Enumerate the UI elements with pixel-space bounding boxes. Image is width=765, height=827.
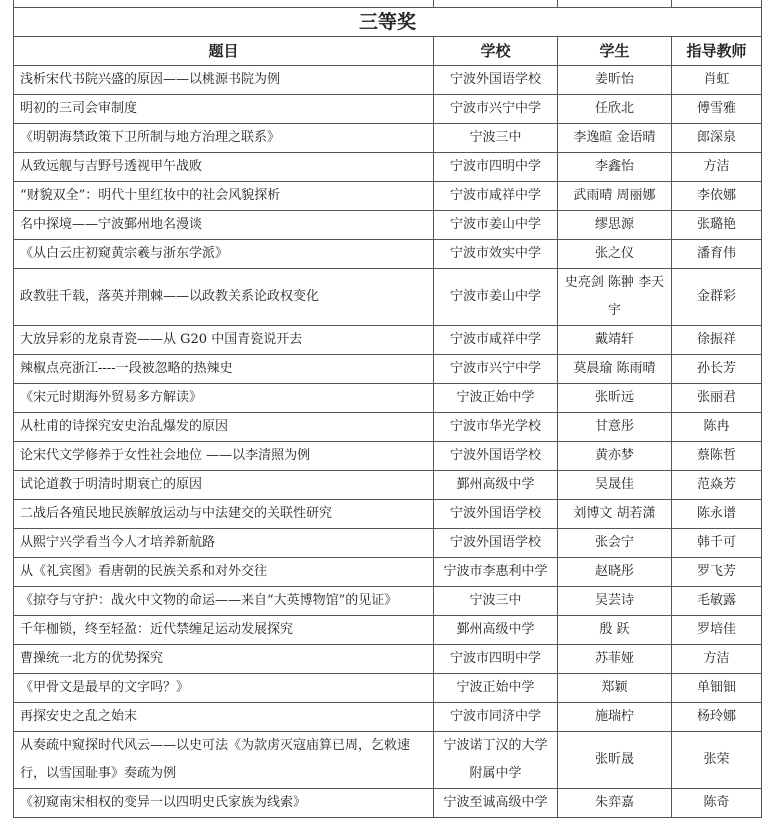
cell-title: 从致远舰与吉野号透视甲午战败 — [14, 153, 434, 182]
cell-title: 名中探境——宁波鄞州地名漫谈 — [14, 211, 434, 240]
cell-title: “财貌双全”：明代十里红妆中的社会风貌探析 — [14, 182, 434, 211]
cell-student: 施瑞柠 — [558, 703, 672, 732]
cell-student: 张会宁 — [558, 529, 672, 558]
cell-school: 宁波至诚高级中学 — [434, 789, 558, 818]
cell-teacher: 金群彩 — [672, 269, 762, 326]
cell-school: 宁波市效实中学 — [434, 240, 558, 269]
cell-student: 李逸暄 金语晴 — [558, 124, 672, 153]
cell-teacher: 毛敏露 — [672, 587, 762, 616]
table-row — [14, 211, 762, 240]
cell-title: 从奏疏中窥探时代风云——以史可法《为款虏灭寇庙算已周，乞敕速行，以雪国耻事》奏疏为例 — [14, 732, 434, 789]
cell-teacher: 李依娜 — [672, 182, 762, 211]
cell-teacher: 杨玲娜 — [672, 703, 762, 732]
cell-teacher: 陈永谱 — [672, 500, 762, 529]
table-row — [14, 529, 762, 558]
cell-title: 明初的三司会审制度 — [14, 95, 434, 124]
cell-title: 曹操统一北方的优势探究 — [14, 645, 434, 674]
cell-teacher: 范焱芳 — [672, 471, 762, 500]
table-row — [14, 153, 762, 182]
cell-student: 姜昕怡 — [558, 66, 672, 95]
cell-title: 《甲骨文是最早的文字吗？》 — [14, 674, 434, 703]
cell-teacher: 孙长芳 — [672, 355, 762, 384]
table-row — [14, 789, 762, 818]
cell-student: 朱弈嘉 — [558, 789, 672, 818]
table-row — [14, 413, 762, 442]
table-row — [14, 587, 762, 616]
cell-school: 宁波市姜山中学 — [434, 211, 558, 240]
cell-teacher: 徐振祥 — [672, 326, 762, 355]
cell-student: 郑颖 — [558, 674, 672, 703]
cell-school: 宁波诺丁汉的大学附属中学 — [434, 732, 558, 789]
cell-teacher: 罗培佳 — [672, 616, 762, 645]
table-row — [14, 558, 762, 587]
cell-student: 吴晟佳 — [558, 471, 672, 500]
table-row — [14, 442, 762, 471]
cell-school: 宁波外国语学校 — [434, 66, 558, 95]
cell-title: 大放异彩的龙泉青瓷——从 G20 中国青瓷说开去 — [14, 326, 434, 355]
cell-school: 鄞州高级中学 — [434, 471, 558, 500]
cell-student: 殷 跃 — [558, 616, 672, 645]
header-row — [14, 37, 762, 66]
cell-student: 赵晓彤 — [558, 558, 672, 587]
cell-student: 史亮剑 陈翀 李天宇 — [558, 269, 672, 326]
cell-school: 宁波市咸祥中学 — [434, 326, 558, 355]
cell-student: 甘意彤 — [558, 413, 672, 442]
cell-teacher: 陈冉 — [672, 413, 762, 442]
cell-teacher: 陈奇 — [672, 789, 762, 818]
cell-title: 辣椒点亮浙江----一段被忽略的热辣史 — [14, 355, 434, 384]
cell-title: 从熙宁兴学看当今人才培养新航路 — [14, 529, 434, 558]
cell-school: 宁波正始中学 — [434, 674, 558, 703]
cell-student: 武雨晴 周丽娜 — [558, 182, 672, 211]
cell-school: 鄞州高级中学 — [434, 616, 558, 645]
table-row — [14, 500, 762, 529]
cell-student: 莫晨瑜 陈雨晴 — [558, 355, 672, 384]
cell-student: 李鑫怡 — [558, 153, 672, 182]
cell-teacher: 方洁 — [672, 153, 762, 182]
cell-school: 宁波三中 — [434, 587, 558, 616]
table-row — [14, 326, 762, 355]
cell-teacher: 郎深泉 — [672, 124, 762, 153]
cell-title: 从杜甫的诗探究安史治乱爆发的原因 — [14, 413, 434, 442]
cell-title: 再探安史之乱之始末 — [14, 703, 434, 732]
cell-title: 千年枷锁，终至轻盈：近代禁缠足运动发展探究 — [14, 616, 434, 645]
previous-section-row — [14, 0, 762, 8]
header-student: 学生 — [558, 37, 672, 66]
header-title: 题目 — [14, 37, 434, 66]
award-table — [13, 0, 762, 818]
cell-title: 《从白云庄初窥黄宗羲与浙东学派》 — [14, 240, 434, 269]
cell-title: 论宋代文学修养于女性社会地位 ——以李清照为例 — [14, 442, 434, 471]
table-row — [14, 645, 762, 674]
cell-title: 从《礼宾图》看唐朝的民族关系和对外交往 — [14, 558, 434, 587]
cell-school: 宁波三中 — [434, 124, 558, 153]
cell-teacher: 方洁 — [672, 645, 762, 674]
cell-school: 宁波市四明中学 — [434, 645, 558, 674]
table-row — [14, 732, 762, 789]
cell-teacher: 蔡陈哲 — [672, 442, 762, 471]
cell-title: 《明朝海禁政策下卫所制与地方治理之联系》 — [14, 124, 434, 153]
cell-title: 浅析宋代书院兴盛的原因——以桃源书院为例 — [14, 66, 434, 95]
cell-school: 宁波市同济中学 — [434, 703, 558, 732]
cell-title: 政教驻千载，落英并荆棘——以政教关系论政权变化 — [14, 269, 434, 326]
cell-teacher: 张璐艳 — [672, 211, 762, 240]
cell-school: 宁波正始中学 — [434, 384, 558, 413]
cell-school: 宁波市姜山中学 — [434, 269, 558, 326]
cell-school: 宁波市李惠利中学 — [434, 558, 558, 587]
table-row — [14, 471, 762, 500]
cell-school: 宁波外国语学校 — [434, 529, 558, 558]
cell-teacher: 潘育伟 — [672, 240, 762, 269]
cell-title: 二战后各殖民地民族解放运动与中法建交的关联性研究 — [14, 500, 434, 529]
cell-school: 宁波市咸祥中学 — [434, 182, 558, 211]
cell-student: 张昕晟 — [558, 732, 672, 789]
table-row — [14, 66, 762, 95]
table-row — [14, 355, 762, 384]
cell-student: 任欣北 — [558, 95, 672, 124]
table-row — [14, 240, 762, 269]
table-row — [14, 703, 762, 732]
cell-student: 刘博文 胡若潇 — [558, 500, 672, 529]
cell-teacher: 张丽君 — [672, 384, 762, 413]
cell-school: 宁波市四明中学 — [434, 153, 558, 182]
cell-student: 苏菲娅 — [558, 645, 672, 674]
header-school: 学校 — [434, 37, 558, 66]
header-teacher: 指导教师 — [672, 37, 762, 66]
cell-student: 吴芸诗 — [558, 587, 672, 616]
cell-school: 宁波外国语学校 — [434, 442, 558, 471]
cell-student: 缪思源 — [558, 211, 672, 240]
cell-title: 《掠夺与守护：战火中文物的命运——来自“大英博物馆”的见证》 — [14, 587, 434, 616]
cell-school: 宁波市兴宁中学 — [434, 355, 558, 384]
cell-school: 宁波外国语学校 — [434, 500, 558, 529]
cell-teacher: 罗飞芳 — [672, 558, 762, 587]
table-row — [14, 616, 762, 645]
cell-student: 黄亦梦 — [558, 442, 672, 471]
table-row — [14, 269, 762, 326]
cell-school: 宁波市华光学校 — [434, 413, 558, 442]
cell-teacher: 傅雪雅 — [672, 95, 762, 124]
table-row — [14, 182, 762, 211]
cell-teacher: 肖虹 — [672, 66, 762, 95]
cell-student: 戴靖轩 — [558, 326, 672, 355]
award-level-title: 三等奖 — [14, 8, 762, 37]
cell-teacher: 单钿钿 — [672, 674, 762, 703]
cell-title: 《宋元时期海外贸易多方解读》 — [14, 384, 434, 413]
cell-school: 宁波市兴宁中学 — [434, 95, 558, 124]
cell-teacher: 韩千可 — [672, 529, 762, 558]
cell-student: 张之仪 — [558, 240, 672, 269]
table-row — [14, 124, 762, 153]
table-row — [14, 384, 762, 413]
cell-title: 《初窥南宋相权的变异一以四明史氏家族为线索》 — [14, 789, 434, 818]
table-row — [14, 674, 762, 703]
cell-title: 试论道教于明清时期衰亡的原因 — [14, 471, 434, 500]
cell-teacher: 张荣 — [672, 732, 762, 789]
cell-student: 张昕远 — [558, 384, 672, 413]
table-row — [14, 95, 762, 124]
